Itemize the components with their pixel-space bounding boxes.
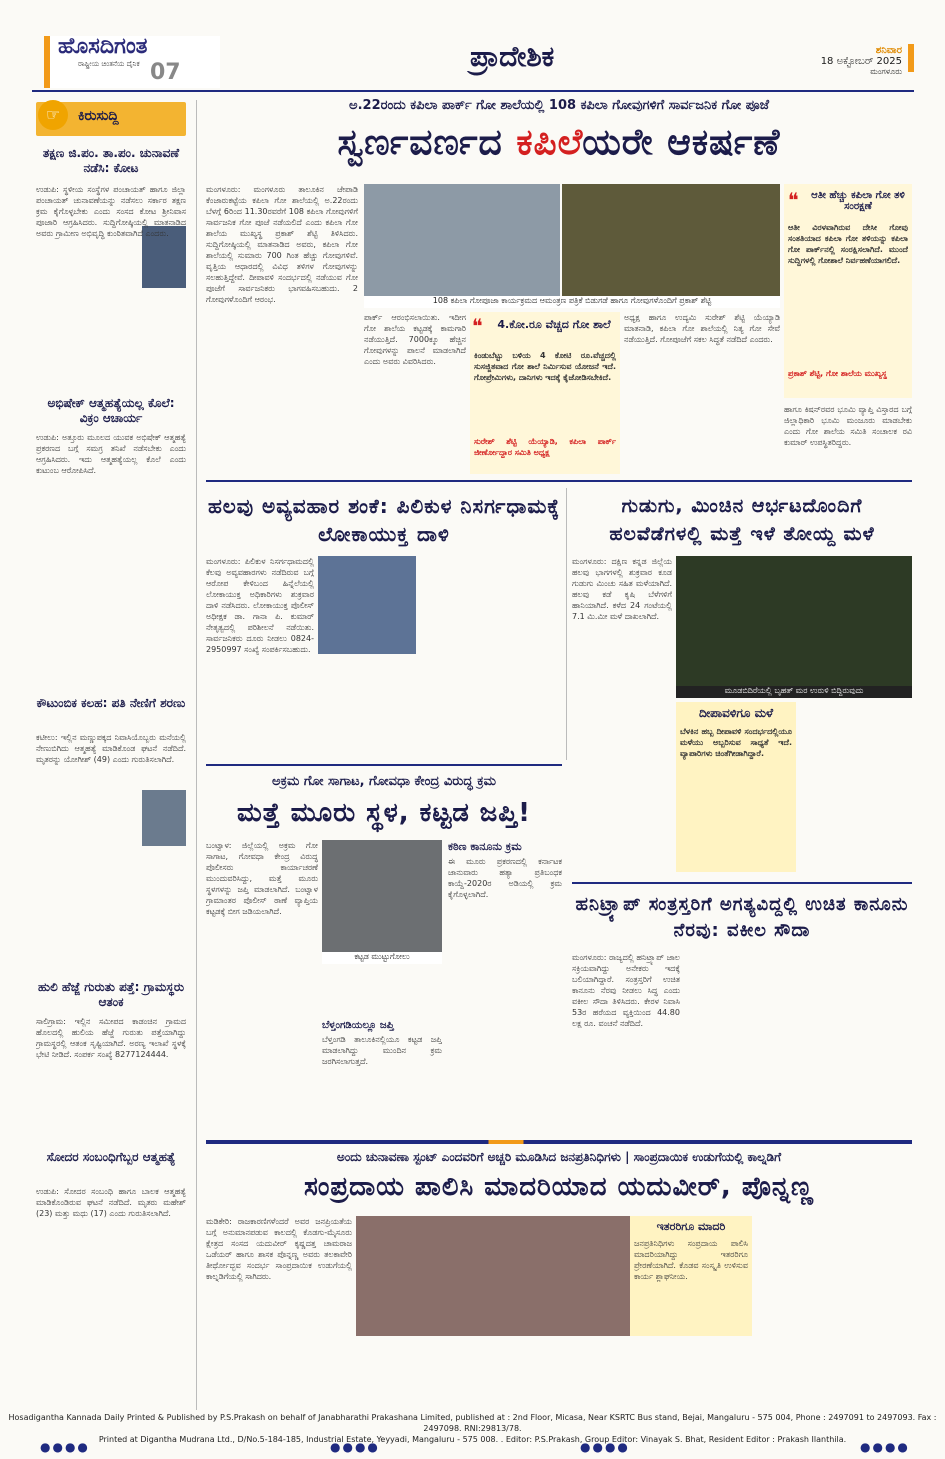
story-body: ಮಡಿಕೇರಿ: ರಾಜಕಾರಣಿಗಳೆಂದರೆ ಅವರ ಜನಪ್ರಿಯತೆಯ ಬಗ್ಗೆ ಅನುಮಾನಪಡುವ ಕಾಲದಲ್ಲಿ ಕೊಡಗು-ಮೈಸೂರು ಕ್ಷೇತ್ರದ ಸಂಸದ ಯದುವೀರ್ ಕೃಷ್ಣದತ್ತ ಚಾಮರಾಜ ಒಡೆಯರ್ ಹಾಗೂ ಶಾಸಕ ಪೊನ್ನಣ್ಣ ಅವರು ತಲಕಾವೇರಿ ತೀರ್ಥೋದ್ಭವ ಸಂದರ್ಭ ಸಾಂಪ್ರದಾಯಿಕ ಉಡುಗೆಯಲ್ಲಿ ಕಾಲ್ನಡಿಗೆಯಲ್ಲಿ ಸಾಗಿದರು.: [206, 1217, 352, 1281]
story-body: ಬಂಟ್ವಾಳ: ಜಿಲ್ಲೆಯಲ್ಲಿ ಅಕ್ರಮ ಗೋ ಸಾಗಾಟ, ಗೋವಧಾ ಕೇಂದ್ರ ವಿರುದ್ಧ ಪೊಲೀಸರು ಕಾರ್ಯಾಚರಣೆ ಮುಂದುವರಿಸಿದ್ದು, ಮತ್ತೆ ಮೂರು ಸ್ಥಳಗಳನ್ನು ಜಪ್ತಿ ಮಾಡಲಾಗಿದೆ. ಬಂಟ್ವಾಳ ಗ್ರಾಮಾಂತರ ಪೊಲೀಸ್ ಠಾಣೆ ವ್ಯಾಪ್ತಿಯ ಕಟ್ಟಡಕ್ಕೆ ಬೀಗ ಜಡಿಯಲಾಗಿದೆ.: [206, 841, 318, 916]
imprint-line: Hosadigantha Kannada Daily Printed & Published by P.S.Prakash on behalf of Janabharathi Prakashana Limited, published at : 2nd Floor, Micasa, Near KSRTC Bus stand, Bejai, Mangaluru - 575 004, Phone : 2497091 to 2497093. Fax : 2497098. RNI:29813/78.: [8, 1413, 937, 1433]
quote-attribution: ಪ್ರಕಾಶ್ ಶೆಟ್ಟಿ, ಗೋ ಶಾಲೆಯ ಮುಖ್ಯಸ್ಥ: [788, 369, 887, 378]
press-release-photo: [364, 184, 560, 296]
section-rule: [206, 764, 562, 766]
sidebar-story-body: ಕಟೀಲು: ಇಲ್ಲಿನ ಮಣ್ಣುಪಕ್ಕದ ನಿವಾಸಿಯೊಬ್ಬರು ಮನೆಯಲ್ಲಿ ನೇಣುಬಿಗಿದು ಆತ್ಮಹತ್ಯೆ ಮಾಡಿಕೊಂಡ ಘಟನೆ ನಡೆದಿದೆ. ಮೃತರನ್ನು ಯೋಗೀಶ್ (49) ಎಂದು ಗುರುತಿಸಲಾಗಿದೆ.: [36, 733, 186, 764]
sidebar-story-body: ಸಾಲಿಗ್ರಾಮ: ಇಲ್ಲಿನ ಸಮೀಪದ ಕಾಡಂಚಿನ ಗ್ರಾಮದ ಹೊಲದಲ್ಲಿ ಹುಲಿಯ ಹೆಜ್ಜೆ ಗುರುತು ಪತ್ತೆಯಾಗಿದ್ದು ಗ್ರಾಮಸ್ಥರಲ್ಲಿ ಆತಂಕ ಸೃಷ್ಟಿಯಾಗಿದೆ. ಅರಣ್ಯ ಇಲಾಖೆ ಸ್ಥಳಕ್ಕೆ ಭೇಟಿ ನೀಡಿದೆ. ಸಂಪರ್ಕ ಸಂಖ್ಯೆ 8277124444.: [36, 1017, 186, 1059]
story-body: [356, 1342, 752, 1406]
section-title: ಪ್ರಾದೇಶಿಕ: [470, 40, 555, 73]
story-body: [420, 556, 562, 756]
story-body: ಮಂಗಳೂರು: ರಾಜ್ಯದಲ್ಲಿ ಹನಿಟ್ರ್ಯಾಪ್ ಜಾಲ ಸಕ್ರಿಯವಾಗಿದ್ದು ಅನೇಕರು ಇದಕ್ಕೆ ಬಲಿಯಾಗಿದ್ದಾರೆ. ಸಂತ್ರಸ್ತರಿಗೆ ಉಚಿತ ಕಾನೂನು ನೆರವು ನೀಡಲು ಸಿದ್ಧ ಎಂದು ವಕೀಲ ಸೌದಾ ತಿಳಿಸಿದರು. ಕೇರಳ ನಿವಾಸಿ 53ರ ಹರೆಯದ ವ್ಯಕ್ತಿಯಿಂದ 44.80 ಲಕ್ಷ ರೂ. ವಂಚನೆ ನಡೆದಿದೆ.: [572, 953, 680, 1028]
story-headline: ಸಂಪ್ರದಾಯ ಪಾಲಿಸಿ ಮಾದರಿಯಾದ ಯದುವೀರ್, ಪೊನ್ನಣ್ಣ: [304, 1172, 814, 1202]
sidebar-story-headline: ಹುಲಿ ಹೆಜ್ಜೆ ಗುರುತು ಪತ್ತೆ: ಗ್ರಾಮಸ್ಥರು ಆತಂಕ: [37, 980, 185, 1009]
section-stripe: [206, 1140, 912, 1144]
registration-marks: ●●●●: [860, 1440, 910, 1454]
lead-body-col: ಪಾರ್ಕ್ ಆರಂಭಿಸಲಾಯಿತು. ಇದೀಗ ಗೋ ಶಾಲೆಯ ಕಟ್ಟಡಕ್ಕೆ ಕಾಮಗಾರಿ ನಡೆಯುತ್ತಿದೆ. 7000ಕ್ಕೂ ಹೆಚ್ಚಿನ ಗೋವುಗಳನ್ನು ಪಾಲನೆ ಮಾಡಲಾಗಿದೆ ಎಂದು ಅವರು ವಿವರಿಸಿದರು.: [364, 313, 466, 366]
info-box-body: ಬೆಳಕಿನ ಹಬ್ಬ ದೀಪಾವಳಿ ಸಂದರ್ಭದಲ್ಲಿಯೂ ಮಳೆಯು ಅಬ್ಬರಿಸುವ ಸಾಧ್ಯತೆ ಇದೆ. ವ್ಯಾಪಾರಿಗಳು ಚಿಂತೆಗೀಡಾಗಿದ್ದಾರೆ.: [680, 727, 792, 758]
story-body: ಈ ಮೂರು ಪ್ರಕರಣದಲ್ಲಿ ಕರ್ನಾಟಕ ಜಾನುವಾರು ಹತ್ಯಾ ಪ್ರತಿಬಂಧಕ ಕಾಯ್ದೆ-2020ರ ಅಡಿಯಲ್ಲಿ ಕ್ರಮ ಕೈಗೊಳ್ಳಲಾಗಿದೆ.: [448, 857, 562, 899]
lead-body-col: ಅಧ್ಯಕ್ಷ ಹಾಗೂ ಉದ್ಯಮಿ ಸುರೇಶ್ ಶೆಟ್ಟಿ ಯೆಯ್ಯಾಡಿ ಮಾತನಾಡಿ, ಕಪಿಲಾ ಗೋ ಶಾಲೆಯಲ್ಲಿ ನಿತ್ಯ ಗೋ ಸೇವೆ ನಡೆಯುತ್ತಿದೆ. ಗೋಪೂಜೆಗೆ ಸಕಲ ಸಿದ್ಧತೆ ನಡೆದಿದೆ ಎಂದರು.: [624, 313, 780, 344]
section-rule: [572, 882, 912, 884]
lead-body-col: ಹಾಗೂ ಕಿಷನ್‌ರವರ ಭೂಮಿ ವ್ಯಾಪ್ತಿ ವಿಸ್ತಾರದ ಬಗ್ಗೆ ಜಿಲ್ಲಾಧಿಕಾರಿ ಭೂಮಿ ಮಂಜೂರು ಮಾಡಬೇಕು ಎಂದು ಗೋ ಶಾಲೆಯ ಸಮಿತಿ ಸಂಚಾಲಕ ರವಿ ಕುಮಾರ್ ಉಪಸ್ಥಿತರಿದ್ದರು.: [784, 405, 912, 447]
lead-headline-part: ಸ್ವರ್ಣವರ್ಣದ: [337, 122, 517, 163]
quote-title: ಆತೀ ಹೆಚ್ಚು ಕಪಿಲಾ ಗೋ ತಳಿ ಸಂರಕ್ಷಣೆ: [811, 190, 905, 212]
sidebar-story-headline: ತಕ್ಷಣ ಜಿ.ಪಂ. ತಾ.ಪಂ. ಚುನಾವಣೆ ನಡೆಸಿ: ಕೋಟ: [42, 146, 180, 175]
lead-headline-part: ಯರೇ ಆಕರ್ಷಣೆ: [582, 122, 781, 163]
story-kicker: ಅಂದು ಚುನಾವಣಾ ಸ್ಟಂಟ್ ಎಂದವರಿಗೆ ಅಚ್ಚರಿ ಮೂಡಿಸಿದ ಜನಪ್ರತಿನಿಧಿಗಳು | ಸಾಂಪ್ರದಾಯಿಕ ಉಡುಗೆಯಲ್ಲಿ ಕಾಲ್ನಡಿಗೆ: [336, 1150, 782, 1164]
lead-body: ಮಂಗಳೂರು: ಮಂಗಳೂರು ತಾಲೂಕಿನ ಜೇಪಾಡಿ ಕೆಂಜಾರುಕಟ್ಟೆಯ ಕಪಿಲಾ ಗೋ ಶಾಲೆಯಲ್ಲಿ ಅ.22ರಂದು ಬೆಳಗ್ಗೆ 6ರಿಂದ 11.30ರವರೆಗೆ 108 ಕಪಿಲಾ ಗೋವುಗಳಿಗೆ ಸಾರ್ವಜನಿಕ ಗೋ ಪೂಜೆ ನಡೆಯಲಿದೆ ಎಂದು ಕಪಿಲಾ ಗೋ ಶಾಲೆಯ ಮುಖ್ಯಸ್ಥ ಪ್ರಕಾಶ್ ಶೆಟ್ಟಿ ತಿಳಿಸಿದರು. ಸುದ್ದಿಗೋಷ್ಠಿಯಲ್ಲಿ ಮಾತನಾಡಿದ ಅವರು, ಕಪಿಲಾ ಗೋ ಶಾಲೆಯಲ್ಲಿ ಸುಮಾರು 700 ಗಿಂತ ಹೆಚ್ಚು ಗೋವುಗಳಿವೆ. ವೃತ್ತಿಯ ಆಧಾರದಲ್ಲಿ ವಿವಿಧ ತಳಿಗಳ ಗೋವುಗಳನ್ನು ಸಲಹುತ್ತಿದ್ದೇವೆ. ದೀಪಾವಳಿ ಸಂದರ್ಭದಲ್ಲಿ ನಡೆಯುವ ಗೋ ಪೂಜೆಗೆ ಸಾರ್ವಜನಿಕರು ಭಾಗವಹಿಸಬಹುದು. 2 ಗೋವುಗಳೊಂದಿಗೆ ಆರಂಭ.: [206, 185, 358, 304]
story-body: [756, 1216, 912, 1406]
sidebar-story-body: ಉಡುಪಿ: ಸ್ಥಳೀಯ ಸಂಸ್ಥೆಗಳ ಪಂಚಾಯತ್ ಹಾಗೂ ಜಿಲ್ಲಾ ಪಂಚಾಯತ್ ಚುನಾವಣೆಯನ್ನು ನಡೆಸಲು ಸರ್ಕಾರ ತಕ್ಷಣ ಕ್ರಮ ಕೈಗೊಳ್ಳಬೇಕು ಎಂದು ಸಂಸದ ಕೋಟ ಶ್ರೀನಿವಾಸ ಪೂಜಾರಿ ಆಗ್ರಹಿಸಿದರು. ಸುದ್ದಿಗೋಷ್ಠಿಯಲ್ಲಿ ಮಾತನಾಡಿದ ಅವರು ಗ್ರಾಮೀಣ ಅಭಿವೃದ್ಧಿ ಕುಂಠಿತವಾಗಿದೆ ಎಂದರು.: [36, 185, 186, 238]
quote-body: ಆತೀ ವಿರಳವಾಗಿರುವ ದೇಸೀ ಗೋವು ಸಂತತಿಯಾದ ಕಪಿಲಾ ಗೋ ತಳಿಯನ್ನು ಕಪಿಲಾ ಗೋ ಪಾರ್ಕ್‌ನಲ್ಲಿ ಸಂರಕ್ಷಿಸಲಾಗಿದೆ. ಮುಂದೆ ಸುದ್ದಿಗಳಲ್ಲಿ ಗೋಶಾಲೆ ನಿರ್ವಹಣೆಯಾಗಲಿದೆ.: [788, 223, 908, 265]
photo-caption: ಕಟ್ಟಡ ಮುಟ್ಟುಗೋಲು: [322, 952, 442, 964]
lead-kicker: ಅ.22ರಂದು ಕಪಿಲಾ ಪಾರ್ಕ್ ಗೋ ಶಾಲೆಯಲ್ಲಿ 108 ಕಪಿಲಾ ಗೋವುಗಳಿಗೆ ಸಾರ್ವಜನಿಕ ಗೋ ಪೂಜೆ: [349, 98, 769, 113]
story-body: [800, 952, 912, 1138]
lead-headline: [206, 122, 912, 164]
info-box-body: ಜನಪ್ರತಿನಿಧಿಗಳು ಸಂಪ್ರದಾಯ ಪಾಲಿಸಿ ಮಾದರಿಯಾಗಿದ್ದು ಇತರರಿಗೂ ಪ್ರೇರಣೆಯಾಗಿದೆ. ಕೊಡವ ಸಂಸ್ಕೃತಿ ಉಳಿಸುವ ಕಾರ್ಯ ಶ್ಲಾಘನೀಯ.: [634, 1239, 748, 1281]
quote-attribution: ಸುರೇಶ್ ಶೆಟ್ಟಿ ಯೆಯ್ಯಾಡಿ, ಕಪಿಲಾ ಪಾರ್ಕ್ ಜೀರ್ಣೋದ್ಧಾರ ಸಮಿತಿ ಅಧ್ಯಕ್ಷ: [474, 437, 616, 457]
newspaper-logo: ಹೊಸದಿಗಂತ: [58, 34, 148, 59]
sidebar-header-label: ಕಿರುಸುದ್ದಿ: [78, 108, 119, 124]
date-day: ಶನಿವಾರ: [875, 45, 902, 56]
sidebar-story-body: ಉಡುಪಿ: ಅತ್ತೂರು ಮೂಲದ ಯುವಕ ಅಭಿಷೇಕ್ ಆತ್ಮಹತ್ಯೆ ಪ್ರಕರಣದ ಬಗ್ಗೆ ಸಮಗ್ರ ತನಿಖೆ ನಡೆಸಬೇಕು ಎಂದು ಆಗ್ರಹಿಸಿದರು. ಇದು ಆತ್ಮಹತ್ಯೆಯಲ್ಲ ಕೊಲೆ ಎಂದು ಕುಟುಂಬ ಆರೋಪಿಸಿದೆ.: [36, 433, 186, 475]
accent-bar: [908, 44, 914, 72]
story-headline: ಹನಿಟ್ರ್ಯಾಪ್ ಸಂತ್ರಸ್ತರಿಗೆ ಅಗತ್ಯವಿದ್ದಲ್ಲಿ ಉಚಿತ ಕಾನೂನು ನೆರವು: ವಕೀಲ ಸೌದಾ: [575, 894, 909, 941]
registration-marks: ●●●●: [40, 1440, 90, 1454]
logo-tagline: ರಾಷ್ಟ್ರೀಯ ಚಿಂತನೆಯ ದೈನಿಕ: [78, 60, 140, 68]
imprint-line: Printed at Digantha Mudrana Ltd., D/No.5-184-185, Industrial Estate, Yeyyadi, Mangaluru - 575 008. . Editor: P.S.Prakash, Group Editor: Vinayak S. Bhat, Resident Editor : Prakash Ilanthila.: [98, 1435, 847, 1444]
story-headline: ಗುಡುಗು, ಮಿಂಚಿನ ಆರ್ಭಟದೊಂದಿಗೆ ಹಲವೆಡೆಗಳಲ್ಲಿ ಮತ್ತೆ ಇಳೆ ತೋಯ್ದ ಮಳೆ: [609, 495, 875, 545]
story-subhead: ಕಠಿಣ ಕಾನೂನು ಕ್ರಮ: [448, 840, 522, 853]
pointing-hand-icon: ☞: [38, 100, 68, 130]
sidebar-story-headline: ಸೋದರ ಸಂಬಂಧಿಗೆಬ್ಬರ ಆತ್ಮಹತ್ಯೆ: [46, 1150, 176, 1164]
registration-marks: ●●●●: [580, 1440, 630, 1454]
sidebar-story-headline: ಕೌಟುಂಬಿಕ ಕಲಹ: ಪತಿ ನೇಣಿಗೆ ಶರಣು: [36, 696, 186, 710]
story-subhead: ಬೆಳ್ತಂಗಡಿಯಲ್ಲೂ ಜಪ್ತಿ: [322, 1020, 394, 1031]
lead-photo-caption: 108 ಕಪಿಲಾ ಗೋಪೂಜಾ ಕಾರ್ಯಕ್ರಮದ ಆಮಂತ್ರಣ ಪತ್ರಿಕೆ ಬಿಡುಗಡೆ ಹಾಗೂ ಗೋವುಗಳೊಂದಿಗೆ ಪ್ರಕಾಶ್ ಶೆಟ್ಟಿ: [364, 296, 780, 308]
cows-photo: [562, 184, 780, 296]
info-box-title: ಇತರರಿಗೂ ಮಾದರಿ: [656, 1220, 726, 1233]
story-body: [800, 702, 912, 874]
page-number: 07: [150, 60, 181, 85]
raid-photo: [318, 556, 416, 654]
sidebar-divider: [196, 100, 197, 1410]
story-kicker: ಅಕ್ರಮ ಗೋ ಸಾಗಾಟ, ಗೋವಧಾ ಕೇಂದ್ರ ವಿರುದ್ಧ ಕ್ರಮ: [272, 774, 496, 789]
registration-marks: ●●●●: [330, 1440, 380, 1454]
quote-title: 4.ಕೋ.ರೂ ವೆಚ್ಚದ ಗೋ ಶಾಲೆ: [497, 318, 611, 331]
seized-building-photo: [322, 840, 442, 952]
story-body: ಮಂಗಳೂರು: ದಕ್ಷಿಣ ಕನ್ನಡ ಜಿಲ್ಲೆಯ ಹಲವು ಭಾಗಗಳಲ್ಲಿ ಶುಕ್ರವಾರ ಕೂಡ ಗುಡುಗು ಮಿಂಚು ಸಹಿತ ಮಳೆಯಾಗಿದೆ. ಹಲವು ಕಡೆ ಕೃಷಿ ಬೆಳೆಗಳಿಗೆ ಹಾನಿಯಾಗಿದೆ. ಕಳೆದ 24 ಗಂಟೆಯಲ್ಲಿ 7.1 ಮಿ.ಮೀ ಮಳೆ ದಾಖಲಾಗಿದೆ.: [572, 557, 672, 621]
story-headline: ಮತ್ತೆ ಮೂರು ಸ್ಥಳ, ಕಟ್ಟಡ ಜಪ್ತಿ!: [236, 798, 532, 828]
story-body: [448, 1022, 562, 1138]
edition-city: ಮಂಗಳೂರು: [870, 67, 902, 76]
story-body: ಮಂಗಳೂರು: ಪಿಲಿಕುಳ ನಿಸರ್ಗಧಾಮದಲ್ಲಿ ಕೆಲವು ಅವ್ಯವಹಾರಗಳು ನಡೆದಿರುವ ಬಗ್ಗೆ ಆರೋಪ ಕೇಳಿಬಂದ ಹಿನ್ನೆಲೆಯಲ್ಲಿ ಲೋಕಾಯುಕ್ತ ಅಧಿಕಾರಿಗಳು ಶುಕ್ರವಾರ ದಾಳಿ ನಡೆಸಿದರು. ಲೋಕಾಯುಕ್ತ ಪೊಲೀಸ್ ಅಧೀಕ್ಷಕ ಡಾ. ಗಾನಾ ಪಿ. ಕುಮಾರ್ ನೇತೃತ್ವದಲ್ಲಿ ಪರಿಶೀಲನೆ ನಡೆಯಿತು. ಸಾರ್ವಜನಿಕರು ದೂರು ನೀಡಲು 0824-2950997 ಸಂಖ್ಯೆ ಸಂಪರ್ಕಿಸಬಹುದು.: [206, 557, 314, 654]
section-rule: [206, 480, 912, 482]
story-body: [686, 952, 794, 1138]
story-body: ಬೆಳ್ತಂಗಡಿ ತಾಲೂಕಿನಲ್ಲಿಯೂ ಕಟ್ಟಡ ಜಪ್ತಿ ಮಾಡಲಾಗಿದ್ದು ಮುಂದಿನ ಕ್ರಮ ಜರಗಿಸಲಾಗುತ್ತದೆ.: [322, 1035, 442, 1066]
story-body: [318, 660, 416, 756]
date-full: 18 ಅಕ್ಟೋಬರ್ 2025: [820, 56, 902, 67]
imprint-footer: [0, 1412, 945, 1442]
fallen-tree-photo: [676, 556, 912, 686]
column-divider: [566, 488, 567, 760]
quote-icon: ❝: [788, 188, 799, 212]
quote-body: ಕಿಂಡುಬೆಟ್ಟು ಬಳಿಯ 4 ಕೋಟಿ ರೂ.ವೆಚ್ಚದಲ್ಲಿ ಸುಸಜ್ಜಿತವಾದ ಗೋ ಶಾಲೆ ನಿರ್ಮಿಸುವ ಯೋಜನೆ ಇದೆ. ಗೋಪ್ರೇಮಿಗಳು, ದಾನಿಗಳು ಇದಕ್ಕೆ ಕೈಜೋಡಿಸಬೇಕಿದೆ.: [474, 351, 616, 382]
quote-icon: ❝: [472, 314, 483, 338]
lead-headline-highlight: ಕಪಿಲೆ: [516, 122, 583, 163]
masthead-rule: [32, 90, 914, 92]
date-block: [812, 45, 902, 77]
photo-caption: ಮೂಡಬಿದಿರೆಯಲ್ಲಿ ಬೃಹತ್ ಮರ ಉರುಳಿ ಬಿದ್ದಿರುವುದು: [676, 686, 912, 698]
sidebar-story-body: ಉಡುಪಿ: ಸೋದರ ಸಂಬಂಧಿ ಹಾಗೂ ಬಾಲಕ ಆತ್ಮಹತ್ಯೆ ಮಾಡಿಕೊಂಡಿರುವ ಘಟನೆ ನಡೆದಿದೆ. ಮೃತರು ಮಹೇಶ್ (23) ಮತ್ತು ಮಧು (17) ಎಂದು ಗುರುತಿಸಲಾಗಿದೆ.: [36, 1187, 186, 1218]
story-headline: ಹಲವು ಅವ್ಯವಹಾರ ಶಂಕೆ: ಪಿಲಿಕುಳ ನಿಸರ್ಗಧಾಮಕ್ಕೆ ಲೋಕಾಯುಕ್ತ ದಾಳಿ: [207, 494, 561, 546]
sidebar-story-headline: ಅಭಿಷೇಕ್ ಆತ್ಮಹತ್ಯೆಯಲ್ಲ ಕೊಲೆ: ವಿಕ್ರಂ ಆಚಾರ್ಯ: [47, 396, 175, 425]
info-box-title: ದೀಪಾವಳಿಗೂ ಮಳೆ: [698, 706, 774, 720]
